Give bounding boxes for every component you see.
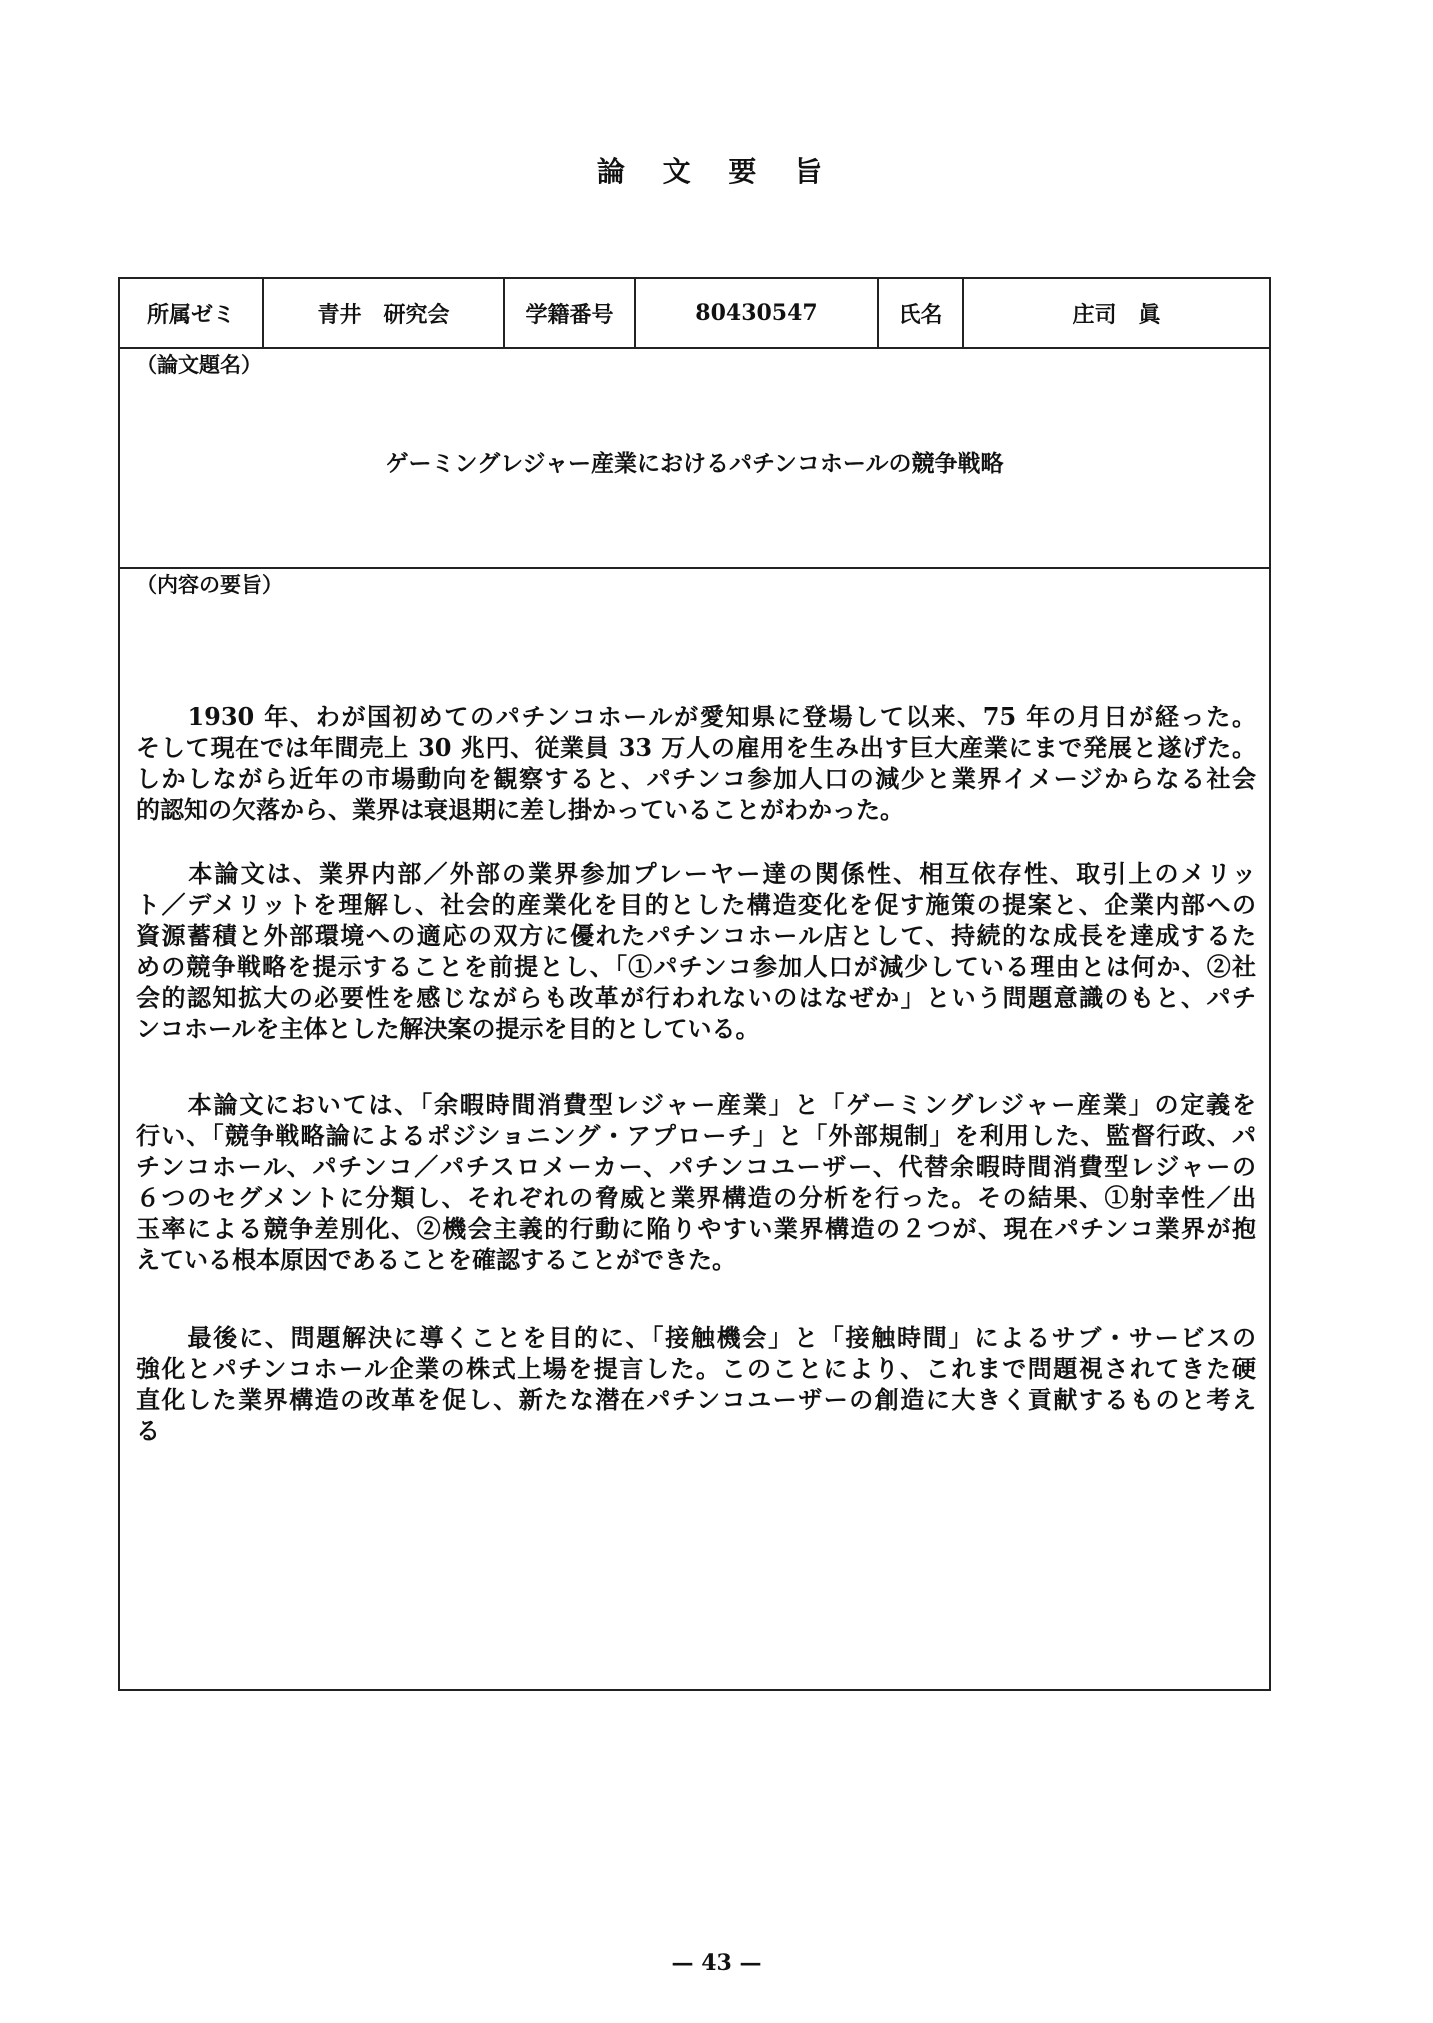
seminar-label: 所属ゼミ xyxy=(120,279,264,347)
student-id-value: 80430547 xyxy=(636,279,879,347)
summary-paragraph-1 xyxy=(136,701,1256,825)
summary-box xyxy=(120,567,1269,1689)
text-line: る xyxy=(136,1416,160,1445)
text-line: 会的認知拡大の必要性を感じながらも改革が行われないのはなぜか」という問題意識のもと、パチ xyxy=(136,983,1256,1012)
page-number: — 43 — xyxy=(671,1950,762,1976)
name-label: 氏名 xyxy=(879,279,964,347)
summary-paragraph-4 xyxy=(136,1322,1256,1446)
text-line: 的認知の欠落から、業界は衰退期に差し掛かっていることがわかった。 xyxy=(136,795,904,824)
text-line: 直化した業界構造の改革を促し、新たな潜在パチンコユーザーの創造に大きく貢献するものと考え xyxy=(136,1385,1256,1414)
abstract-form xyxy=(118,277,1271,1691)
text-line: えている根本原因であることを確認することができた。 xyxy=(136,1245,736,1274)
text-line: めの競争戦略を提示することを前提とし、「①パチンコ参加人口が減少している理由とは何か、②社 xyxy=(136,952,1256,981)
student-id-label: 学籍番号 xyxy=(505,279,636,347)
text-line: そして現在では年間売上 30 兆円、従業員 33 万人の雇用を生み出す巨大産業にまで発展と遂げた。 xyxy=(136,733,1256,762)
text-line: 資源蓄積と外部環境への適応の双方に優れたパチンコホール店として、持続的な成長を達成するた xyxy=(136,921,1256,950)
text-line: 玉率による競争差別化、②機会主義的行動に陥りやすい業界構造の２つが、現在パチンコ業界が抱 xyxy=(136,1214,1256,1243)
text-line: 最後に、問題解決に導くことを目的に、「接触機会」と「接触時間」によるサブ・サービスの xyxy=(136,1323,1256,1352)
thesis-title: ゲーミングレジャー産業におけるパチンコホールの競争戦略 xyxy=(385,450,1004,477)
text-line: 本論文は、業界内部／外部の業界参加プレーヤー達の関係性、相互依存性、取引上のメリッ xyxy=(136,859,1256,888)
text-line: ンコホールを主体とした解決案の提示を目的としている。 xyxy=(136,1014,760,1043)
page-heading: 論 文 要 旨 xyxy=(596,155,837,188)
text-line: 行い、「競争戦略論によるポジショニング・アプローチ」と「外部規制」を利用した、監督行政、パ xyxy=(136,1121,1256,1150)
header-row xyxy=(120,279,1269,349)
text-line: ト／デメリットを理解し、社会的産業化を目的とした構造変化を促す施策の提案と、企業内部への xyxy=(136,890,1256,919)
text-line: ６つのセグメントに分類し、それぞれの脅威と業界構造の分析を行った。その結果、①射幸性／出 xyxy=(136,1183,1256,1212)
text-line: 強化とパチンコホール企業の株式上場を提言した。このことにより、これまで問題視されてきた硬 xyxy=(136,1354,1256,1383)
name-value: 庄司 眞 xyxy=(1072,301,1161,328)
summary-paragraph-2 xyxy=(136,858,1256,1044)
seminar-value: 青井 研究会 xyxy=(264,279,505,347)
text-line: 本論文においては、「余暇時間消費型レジャー産業」と「ゲーミングレジャー産業」の定義を xyxy=(136,1090,1256,1119)
text-line: チンコホール、パチンコ／パチスロメーカー、パチンコユーザー、代替余暇時間消費型レジャーの xyxy=(136,1152,1256,1181)
text-line: 1930 年、わが国初めてのパチンコホールが愛知県に登場して以来、75 年の月日が経った。 xyxy=(136,702,1256,731)
thesis-title-label: （論文題名） xyxy=(136,352,262,377)
thesis-title-box xyxy=(120,347,1269,569)
summary-label: （内容の要旨） xyxy=(136,572,283,597)
text-line: しかしながら近年の市場動向を観察すると、パチンコ参加人口の減少と業界イメージからなる社会 xyxy=(136,764,1256,793)
summary-paragraph-3 xyxy=(136,1089,1256,1275)
